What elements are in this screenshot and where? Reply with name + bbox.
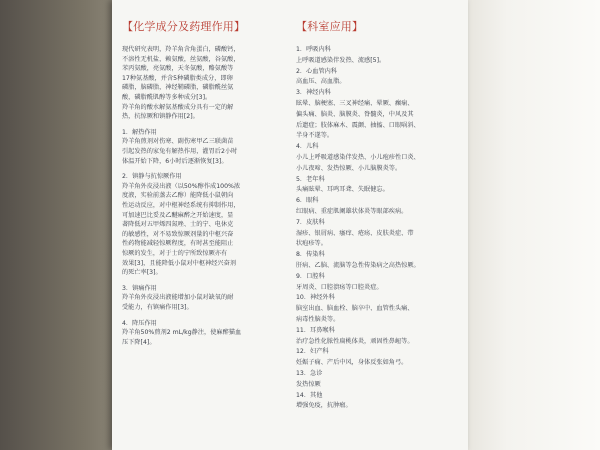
right-text-line: 湿疹、银屑病、瘙痒、疮疡、皮肤炎症、带 bbox=[296, 229, 414, 237]
left-text-line: 性运动反应，对中枢神经系统有抑制作用， bbox=[122, 202, 240, 209]
left-text-line: 羚羊角煎剂对伤寒、副伤寒甲乙三联菌苗 bbox=[122, 138, 234, 146]
right-text-line: 脑室出血、脑血栓、脑卒中、血管性头痛、 bbox=[296, 305, 414, 313]
right-text-line: 8．传染科 bbox=[296, 251, 325, 259]
right-text-line: 牙周炎、口腔溃疡等口腔炎症。 bbox=[296, 283, 383, 291]
right-text-line: 妊娠子痫、产后中风，身体反张如角弓。 bbox=[296, 359, 408, 367]
left-text-line: 2．镇静与抗惊厥作用 bbox=[122, 173, 182, 181]
right-text-line: 9．口腔科 bbox=[296, 272, 325, 280]
right-text-line: 5．老年科 bbox=[296, 175, 325, 183]
left-text-line: 4．降压作用 bbox=[122, 319, 157, 327]
right-text-line: 11．耳鼻喉科 bbox=[296, 326, 335, 334]
right-text-line: 治疗急性化脓性扁桃体炎，顽固性鼻衄等。 bbox=[296, 337, 414, 345]
left-text-line: 羚羊角的酸水解氨基酸成分具有一定的解 bbox=[122, 103, 234, 111]
right-text-line: 半身不遂等。 bbox=[296, 132, 334, 140]
left-text-line: 3．镇痛作用 bbox=[122, 284, 157, 292]
left-text-line: 体温开始下降，6小时后逐渐恢复[3]。 bbox=[122, 157, 228, 165]
left-text-line: 可加速巴比妥及乙醚麻醉之开始速度，显 bbox=[122, 211, 234, 219]
right-text-line: 红眼病、重症肌阑雄状体炎等眼部疾病。 bbox=[296, 208, 408, 215]
left-text-line: 羚羊角50%煎剂2 mL/kg静注，使麻醉猫血 bbox=[122, 329, 242, 337]
left-text-line: 现代研究表明，羚羊角含角蛋白，磷酸钙， bbox=[122, 46, 240, 53]
right-text-line: 上呼吸道感染伴发热、流感[5]。 bbox=[296, 56, 386, 64]
right-text-line: 2．心血管内科 bbox=[296, 67, 338, 75]
left-text-line: 羚羊角外皮浸出液（以50%醇作成100%浓 bbox=[122, 182, 241, 190]
right-text-line: 13．急诊 bbox=[296, 370, 323, 377]
right-text-line: 7．皮肤科 bbox=[296, 218, 325, 226]
right-text-line: 10．神经外科 bbox=[296, 294, 335, 302]
right-text-line: 增强免疫，抗肿瘤。 bbox=[296, 402, 352, 410]
background-left bbox=[0, 0, 118, 450]
right-text-line: 14．其他 bbox=[296, 391, 323, 399]
left-text-line: 的敏感性，对不易致惊厥剂量的中枢兴奋 bbox=[122, 230, 234, 238]
left-text-line: 度液，实验前蒸去乙醇）能降低小鼠朝向 bbox=[122, 192, 234, 200]
left-text-line: 17种氨基酸，并含5种磷脂类成分，即卵 bbox=[122, 74, 233, 82]
left-text-line: 压下降[4]。 bbox=[122, 338, 156, 346]
left-text-line: 热，抗惊厥和镇静作用[2]。 bbox=[122, 113, 199, 121]
left-text-line: 磷脂，脑磷脂，神经鞘磷脂，磷脂酰丝氨 bbox=[122, 84, 234, 92]
left-text-line: 性药物能减轻惊厥程度，有时甚至能阻止 bbox=[122, 240, 234, 248]
left-text-line: 引起发热的家兔有解热作用，灌胃后2小时 bbox=[122, 148, 238, 155]
left-text-line: 的死亡率[3]。 bbox=[122, 269, 162, 277]
right-text-line: 偏头痛、脑炎、脑膜炎、脊髓炎，中风及其 bbox=[296, 110, 414, 118]
right-text-line: 后遗症；肢体麻木、震颤、抽搐、口眼㖞斜、 bbox=[296, 121, 420, 129]
right-text-line: 4．儿科 bbox=[296, 143, 319, 151]
right-text-line: 肝病、乙脑、流脑等急性传染病之高热惊厥。 bbox=[296, 262, 420, 269]
left-text-line: 酸，磷脂酰肌醇等多种成分[3]。 bbox=[122, 94, 212, 101]
left-text-line: 1．解热作用 bbox=[122, 128, 157, 136]
left-text-line: 羚羊角外皮浸出液能增加小鼠对缺氧的耐 bbox=[122, 294, 234, 302]
right-text-line: 发热惊厥 bbox=[296, 380, 321, 388]
right-text-line: 小儿夜啼、发热惊厥、小儿脑膜炎等。 bbox=[296, 164, 402, 172]
right-text-line: 3．神经内科 bbox=[296, 89, 331, 97]
left-text-line: 惊厥的发生，对于士的宁所致惊厥亦有 bbox=[122, 250, 228, 257]
right-text-line: 头痛眩晕、耳鸣耳聋、失眠健忘。 bbox=[296, 186, 389, 194]
right-text-line: 小儿上呼吸道感染伴发热、小儿疱疹性口炎、 bbox=[296, 154, 420, 161]
right-text-line: 病毒性脑炎等。 bbox=[296, 316, 340, 323]
left-text-line: 苯丙氨酸，亮氨酸，天冬氨酸，酪氨酸等 bbox=[122, 65, 234, 73]
pharmacology-heading: 【化学成分及药理作用】 bbox=[122, 20, 246, 33]
right-text-line: 眩晕、脑梗塞、三叉神经痛、晕厥、癫痫、 bbox=[296, 100, 414, 107]
left-text-line: 效果[3]，且能降低小鼠对中枢神经兴奋剂 bbox=[122, 259, 236, 267]
left-text-line: 著降低对五甲烯四氮唑、士的宁、电休克 bbox=[122, 221, 234, 229]
left-text-line: 受能力，有镇痛作用[3]。 bbox=[122, 304, 193, 311]
background-right bbox=[468, 0, 600, 450]
left-text-line: 不溶性无机盐，赖氨酸，丝氨酸，谷氨酸， bbox=[122, 55, 240, 63]
department-application-heading: 【科室应用】 bbox=[296, 20, 364, 33]
right-text-line: 状疱疹等。 bbox=[296, 240, 327, 248]
right-text-line: 1．呼吸内科 bbox=[296, 46, 331, 53]
right-text-line: 12．妇产科 bbox=[296, 348, 329, 356]
right-text-line: 6．眼科 bbox=[296, 197, 319, 205]
right-text-line: 高血压、高血脂。 bbox=[296, 78, 346, 86]
